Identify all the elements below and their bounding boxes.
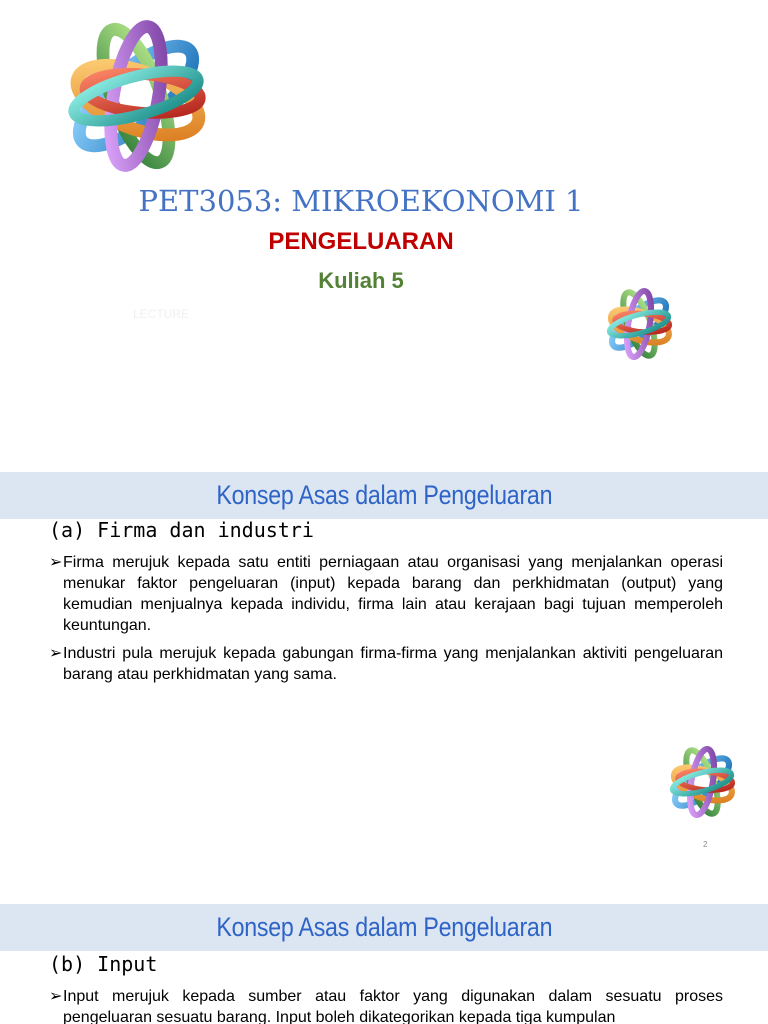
bullet-text: Input merujuk kepada sumber atau faktor yang digunakan dalam sesuatu proses pengeluaran sesuatu barang. Input boleh dikategorikan kepada tiga kumpulan: [63, 988, 723, 1024]
bullet-arrow-icon: ➢: [49, 988, 63, 1005]
rings-logo-small-icon: [598, 286, 680, 362]
bullet-text: Firma merujuk kepada satu entiti perniagaan atau organisasi yang menjalankan operasi menukar faktor pengeluaran (input) kepada barang dan perkhidmatan (output) yang kemudian menjualnya kepada individu, firma lain atau kerajaan bagi tujuan memperoleh keuntungan.: [63, 554, 723, 634]
section-heading: (a) Firma dan industri: [49, 518, 314, 542]
course-title: PET3053: MIKROEKONOMI 1: [138, 184, 584, 218]
content-slide-input: [0, 904, 768, 1024]
faded-label: LECTURE: [133, 307, 190, 321]
bullet-arrow-icon: ➢: [49, 645, 63, 662]
slide-banner: [0, 904, 768, 951]
bullet-item: [49, 643, 723, 685]
title-slide: [0, 0, 768, 470]
section-heading: (b) Input: [49, 952, 158, 976]
page-number: 2: [703, 840, 708, 849]
banner-title: Konsep Asas dalam Pengeluaran: [216, 912, 552, 942]
lecture-number: Kuliah 5: [318, 268, 404, 293]
rings-logo-corner-icon: [662, 744, 742, 820]
slide-subtitle: PENGELUARAN: [268, 228, 454, 255]
rings-logo-icon: [52, 16, 220, 176]
bullet-text: Industri pula merujuk kepada gabungan firma-firma yang menjalankan aktiviti pengeluaran barang atau perkhidmatan yang sama.: [63, 645, 723, 683]
bullet-arrow-icon: ➢: [49, 554, 63, 571]
content-slide-firma: [0, 472, 768, 902]
bullet-item: [49, 986, 723, 1024]
bullet-item: [49, 552, 723, 636]
slide-banner: [0, 472, 768, 519]
banner-title: Konsep Asas dalam Pengeluaran: [216, 480, 552, 510]
